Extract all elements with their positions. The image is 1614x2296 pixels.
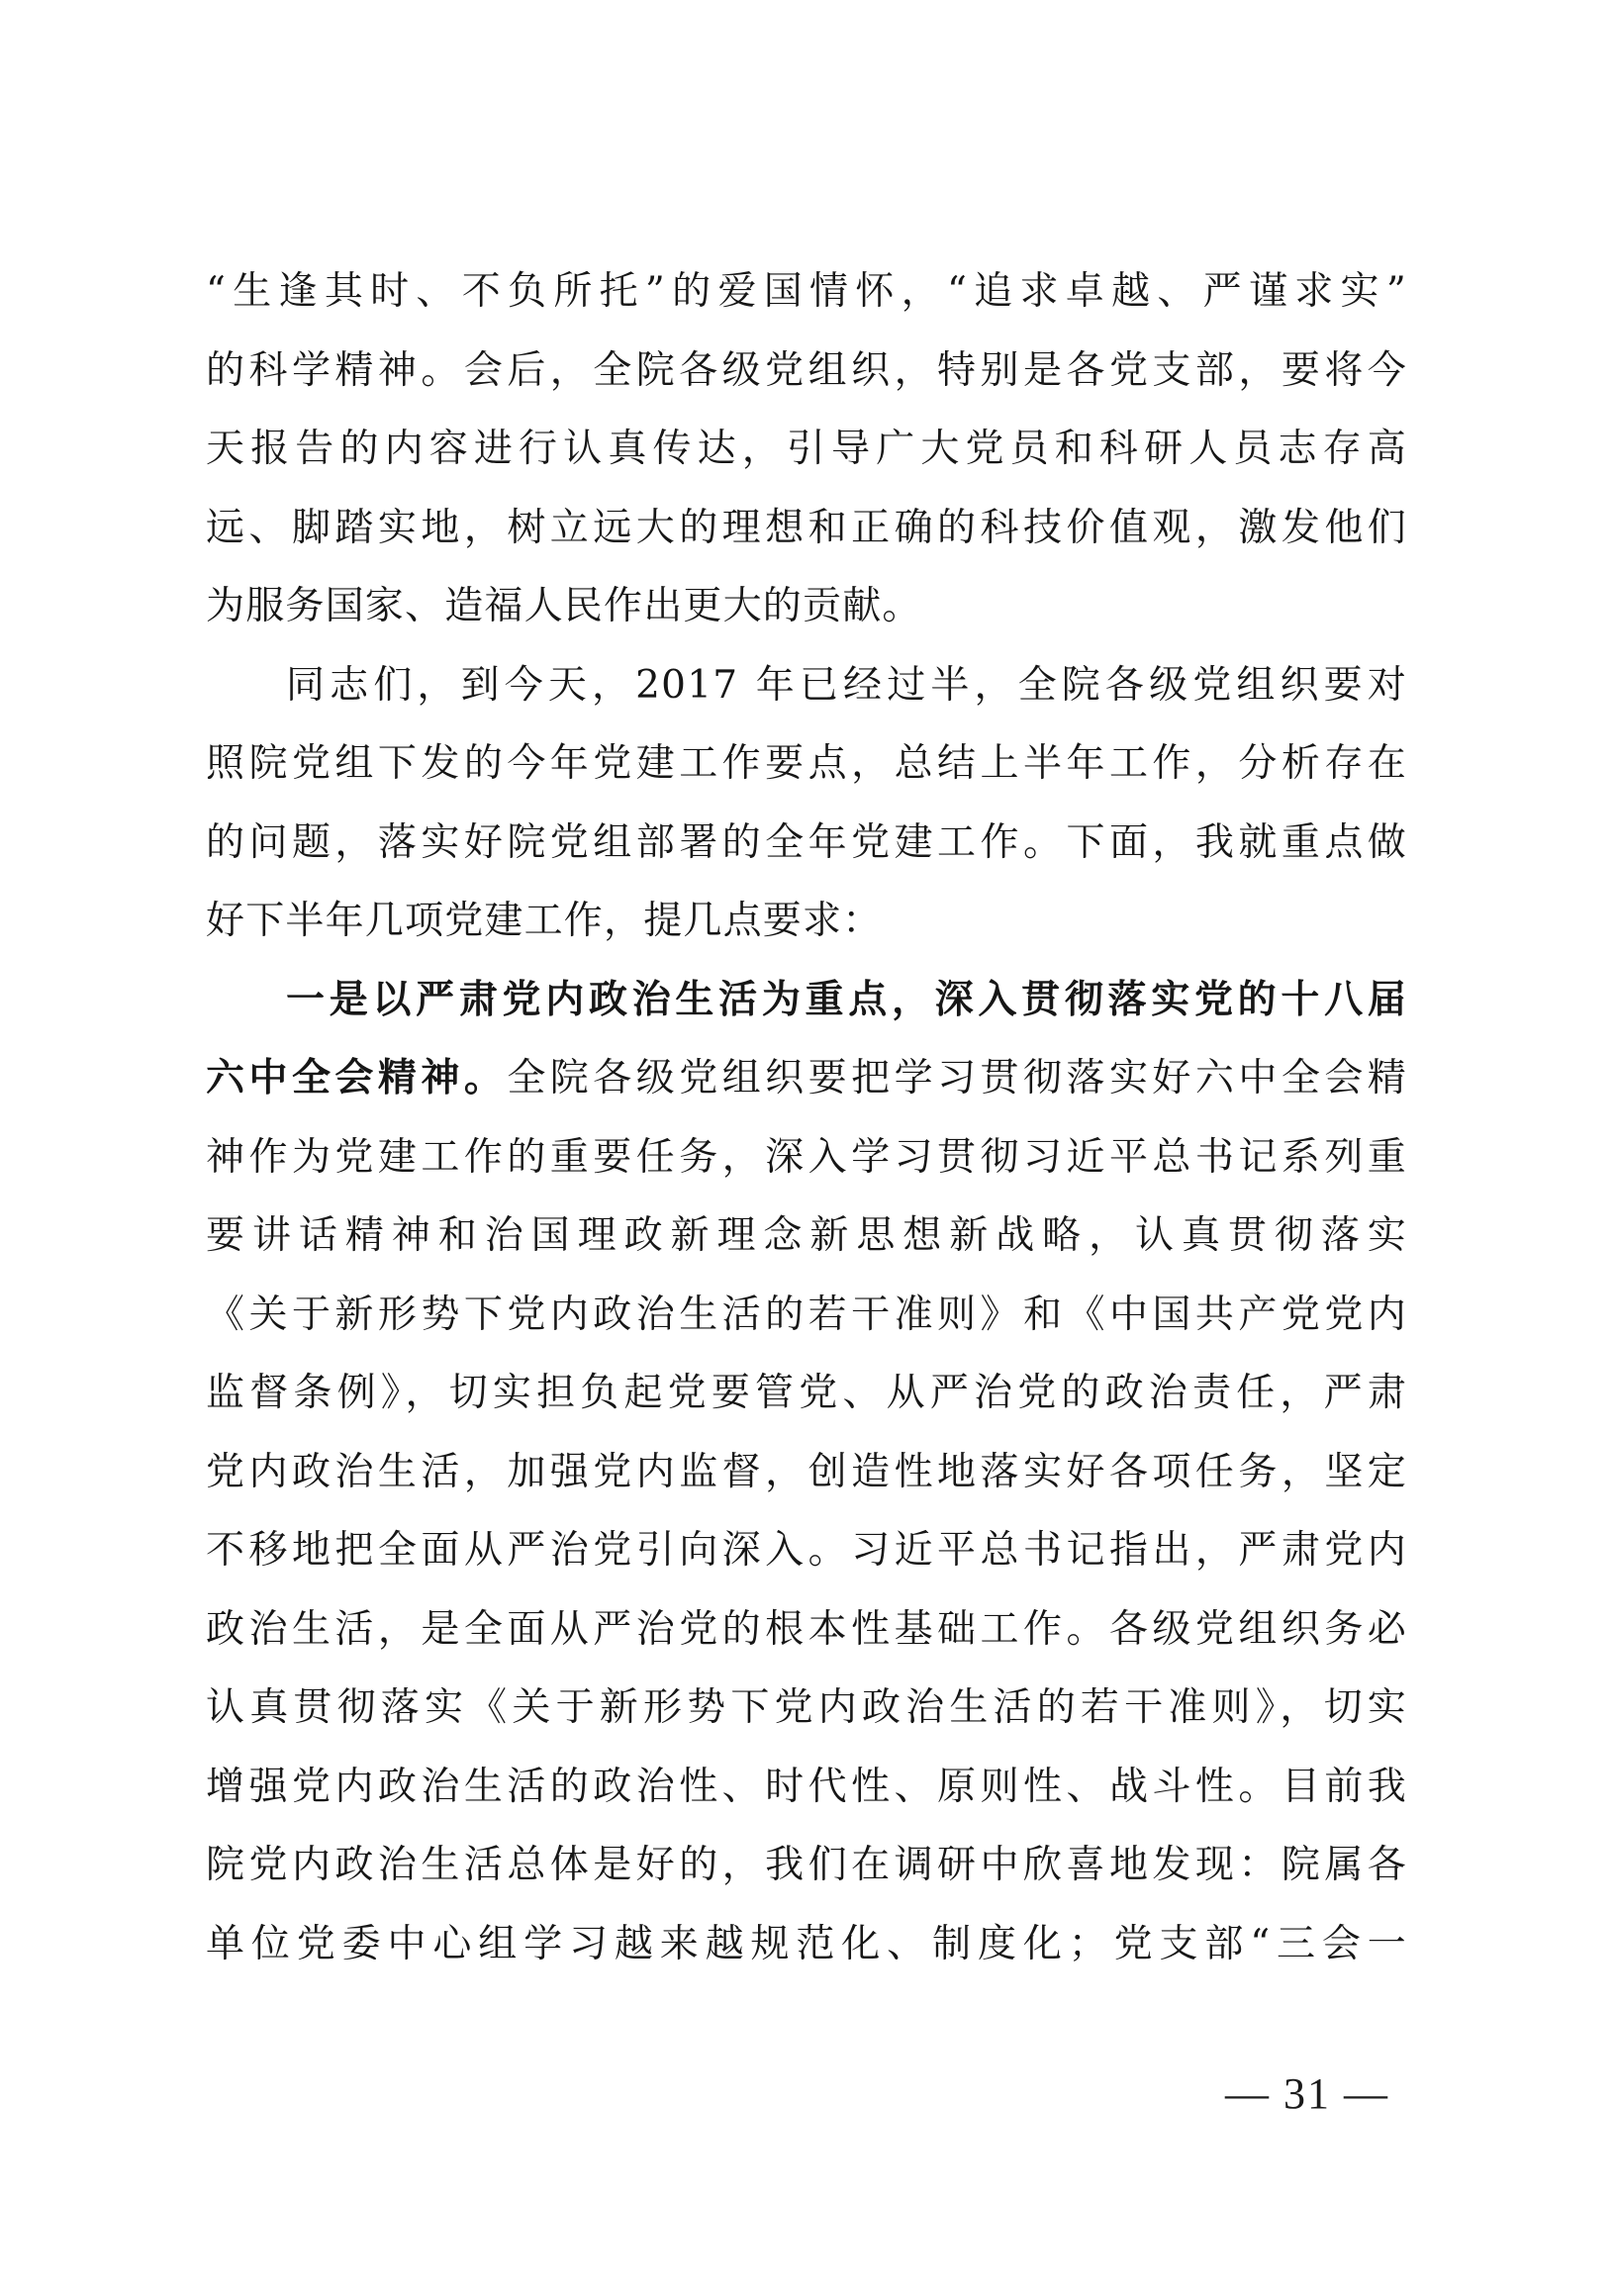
text-line: 要讲话精神和治国理政新理念新思想新战略，认真贯彻落实 <box>206 1213 1407 1258</box>
page-number: — 31 — <box>1225 2069 1389 2118</box>
text-line: 为服务国家、造福人民作出更大的贡献。 <box>206 584 922 628</box>
text-line: 同志们，到今天，2017 年已经过半，全院各级党组织要对 <box>286 662 1407 708</box>
bold-lead-heading: 一是以严肃党内政治生活为重点，深入贯彻落实党的十八届 <box>286 976 1407 1022</box>
paragraph-1 <box>206 252 1407 646</box>
text-line: 党内政治生活，加强党内监督，创造性地落实好各项任务，坚定 <box>206 1449 1407 1494</box>
text-line: 认真贯彻落实《关于新形势下党内政治生活的若干准则》，切实 <box>206 1685 1407 1730</box>
text-line: 政治生活，是全面从严治党的根本性基础工作。各级党组织务必 <box>206 1606 1407 1652</box>
text-line: “生逢其时、不负所托”的爱国情怀，“追求卓越、严谨求实” <box>206 269 1407 314</box>
text-line: 神作为党建工作的重要任务，深入学习贯彻习近平总书记系列重 <box>206 1134 1407 1180</box>
text-line: 天报告的内容进行认真传达，引导广大党员和科研人员志存高 <box>206 427 1407 471</box>
bold-lead-heading-cont: 六中全会精神。 <box>206 1055 508 1100</box>
text-line: 监督条例》，切实担负起党要管党、从严治党的政治责任，严肃 <box>206 1371 1407 1415</box>
text-line: 照院党组下发的今年党建工作要点，总结上半年工作，分析存在 <box>206 741 1407 786</box>
text-line: 院党内政治生活总体是好的，我们在调研中欣喜地发现：院属各 <box>206 1843 1407 1887</box>
text-line: 的科学精神。会后，全院各级党组织，特别是各党支部，要将今 <box>206 347 1407 393</box>
text-line: 《关于新形势下党内政治生活的若干准则》和《中国共产党党内 <box>206 1292 1407 1337</box>
text-line: 增强党内政治生活的政治性、时代性、原则性、战斗性。目前我 <box>206 1764 1407 1809</box>
text-span: 全院各级党组织要把学习贯彻落实好六中全会精 <box>507 1056 1408 1100</box>
text-line: 不移地把全面从严治党引向深入。习近平总书记指出，严肃党内 <box>206 1528 1407 1573</box>
body-text <box>206 252 1407 1983</box>
text-line: 好下半年几项党建工作，提几点要求： <box>206 899 883 943</box>
paragraph-3 <box>206 961 1407 1984</box>
text-line: 的问题，落实好院党组部署的全年党建工作。下面，我就重点做 <box>206 819 1407 865</box>
text-line: 单位党委中心组学习越来越规范化、制度化；党支部“三会一 <box>206 1921 1407 1966</box>
text-line <box>206 1039 1407 1118</box>
text-line: 远、脚踏实地，树立远大的理想和正确的科技价值观，激发他们 <box>206 505 1407 550</box>
paragraph-2 <box>206 646 1407 961</box>
